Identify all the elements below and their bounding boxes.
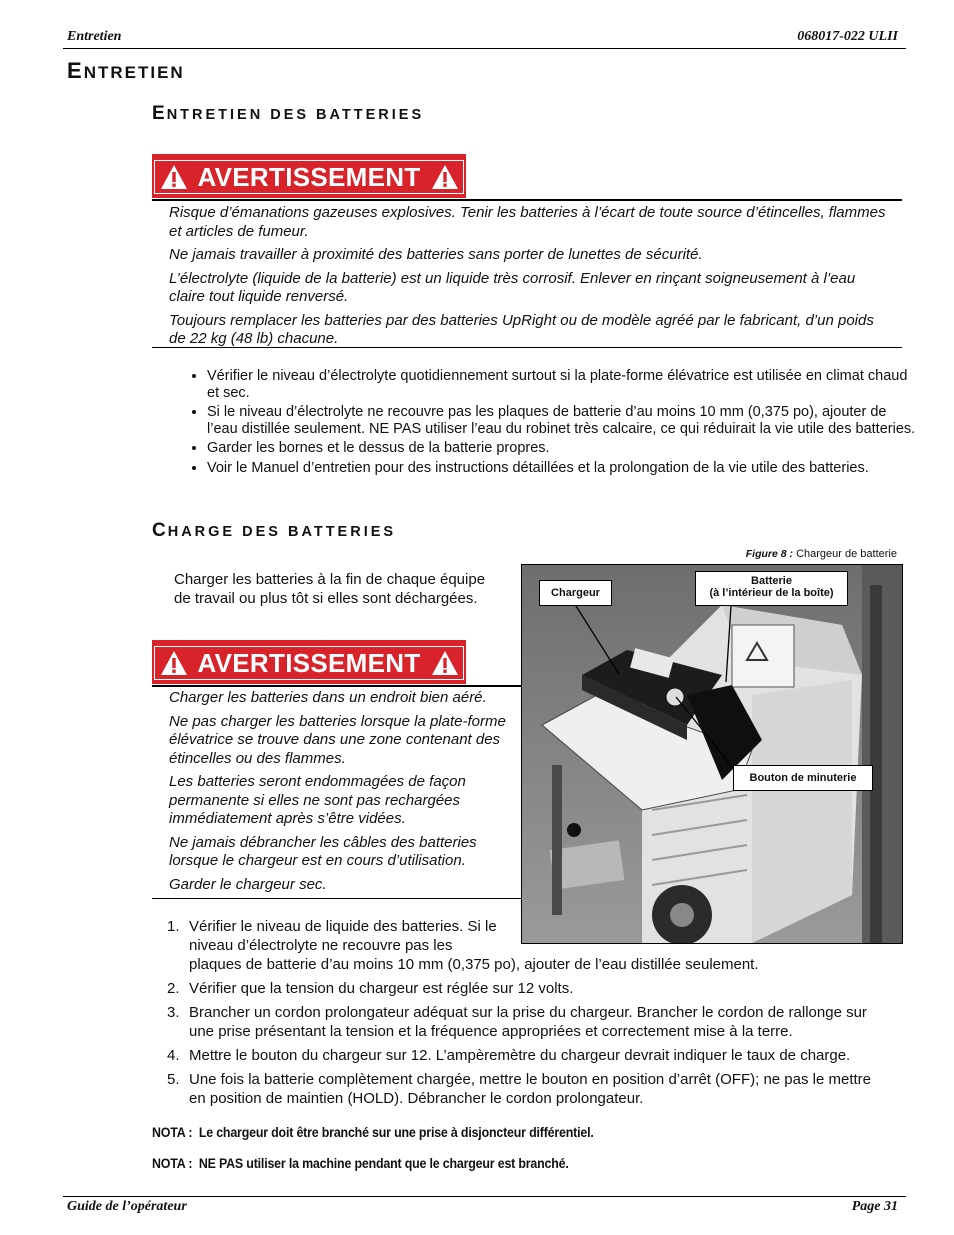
footer-left: Guide de l’opérateur xyxy=(67,1199,187,1214)
step-item xyxy=(167,917,887,974)
footer-rule xyxy=(63,1196,906,1197)
warning-2-text: Charger les batteries dans un endroit bien aéré. xyxy=(169,689,487,706)
step-number: 3. xyxy=(167,1004,180,1021)
list-item: • Vérifier le niveau d’électrolyte quotidiennement surtout si la plate-forme élévatrice est utilisée en climat chaud et sec. xyxy=(207,368,917,401)
subsection-title-maintenance: ENTRETIEN DES BATTERIES xyxy=(152,103,425,124)
warning-banner-2 xyxy=(152,640,466,684)
footer-page-number: Page 31 xyxy=(851,1199,898,1214)
charge-intro: Charger les batteries à la fin de chaque équipe de travail ou plus tôt si elles sont déchargées. xyxy=(174,571,486,607)
step-text: Vérifier que la tension du chargeur est réglée sur 12 volts. xyxy=(189,980,574,997)
step-item xyxy=(167,1046,887,1065)
callout-charger: Chargeur xyxy=(539,580,612,606)
step-text-line: plaques de batterie d’au moins 10 mm (0,375 po), ajouter de l’eau distillée seulement. xyxy=(189,956,759,973)
header-left: Entretien xyxy=(67,29,122,44)
warning-2-top-rule xyxy=(152,685,521,687)
callout-battery-line1: Batterie xyxy=(751,575,792,587)
step-item xyxy=(167,1003,887,1041)
step-item xyxy=(167,979,887,998)
header-rule xyxy=(63,48,906,49)
step-number: 1. xyxy=(167,918,180,935)
warning-triangle-icon xyxy=(160,650,188,676)
section-title: ENTRETIEN xyxy=(67,58,185,83)
step-text: Une fois la batterie complètement chargée, mettre le bouton en position d’arrêt (OFF); ne pas le mettre en position de maintien (HOLD). Débrancher le cordon prolongateur. xyxy=(189,1071,872,1107)
steps-list xyxy=(167,979,887,1108)
warning-banner-1 xyxy=(152,154,466,198)
warning-2-body xyxy=(169,689,509,894)
step-number: 2. xyxy=(167,980,180,997)
charge-steps xyxy=(167,917,887,1113)
warning-1-text: Ne jamais travailler à proximité des batteries sans porter de lunettes de sécurité. xyxy=(169,246,703,263)
warning-label: AVERTISSEMENT xyxy=(197,647,421,678)
note-do-not-use: NOTA : NE PAS utiliser la machine pendant que le chargeur est branché. xyxy=(152,1156,569,1171)
step-item xyxy=(167,1070,887,1108)
step-number: 5. xyxy=(167,1071,180,1088)
callout-leader-lines xyxy=(521,564,903,944)
warning-triangle-icon xyxy=(160,164,188,190)
note-gfci: NOTA : Le chargeur doit être branché sur une prise à disjoncteur différentiel. xyxy=(152,1125,594,1140)
callout-battery-line2: (à l’intérieur de la boîte) xyxy=(709,587,834,599)
warning-1-bottom-rule xyxy=(152,347,902,348)
warning-2-text: Les batteries seront endommagées de façon permanente si elles ne sont pas rechargées immédiatement après s’être vidées. xyxy=(169,773,466,827)
header-right: 068017-022 ULII xyxy=(797,29,898,44)
warning-1-text: Toujours remplacer les batteries par des batteries UpRight ou de modèle agréé par le fabricant, d’un poids de 22 kg (48 lb) chacune. xyxy=(169,311,874,347)
step-text: Brancher un cordon prolongateur adéquat sur la prise du chargeur. Brancher le cordon de rallonge sur une prise présentant la tension et la fréquence appropriées et correctement mise à la terre. xyxy=(189,1004,867,1040)
maintenance-bullet-list xyxy=(169,368,917,479)
warning-triangle-icon xyxy=(431,650,459,676)
warning-1-text: L’électrolyte (liquide de la batterie) est un liquide très corrosif. Enlever en rinçant soigneusement à l’eau claire tout liquide renversé. xyxy=(169,269,856,305)
step-text-line: niveau d’électrolyte ne recouvre pas les xyxy=(189,937,453,954)
step-text-line: Vérifier le niveau de liquide des batteries. Si le xyxy=(189,918,497,935)
warning-1-top-rule xyxy=(152,199,902,201)
figure-caption-text: Chargeur de batterie xyxy=(796,548,897,560)
warning-2-bottom-rule xyxy=(152,898,521,899)
subsection-title-charging: CHARGE DES BATTERIES xyxy=(152,520,397,541)
warning-2-text: Ne pas charger les batteries lorsque la plate-forme élévatrice se trouve dans une zone contenant des étincelles ou des flammes. xyxy=(169,712,506,767)
warning-2-text: Ne jamais débrancher les câbles des batteries lorsque le chargeur est en cours d’utilisation. xyxy=(169,833,477,869)
step-number: 4. xyxy=(167,1047,180,1064)
callout-timer-knob: Bouton de minuterie xyxy=(733,765,873,791)
warning-label: AVERTISSEMENT xyxy=(197,161,421,192)
warning-2-text: Garder le chargeur sec. xyxy=(169,875,327,893)
warning-triangle-icon xyxy=(431,164,459,190)
step-text: Mettre le bouton du chargeur sur 12. L’ampèremètre du chargeur devrait indiquer le taux de charge. xyxy=(189,1047,851,1064)
figure-label: Figure 8 : xyxy=(745,548,794,560)
list-item: • Si le niveau d’électrolyte ne recouvre pas les plaques de batterie d’au moins 10 mm (0,375 po), ajouter de l’eau distillée seulement. NE PAS utiliser l’eau du robinet très calcaire, ce qui réduirait la vie utile des batteries. xyxy=(207,404,917,437)
list-item: • Voir le Manuel d’entretien pour des instructions détaillées et la prolongation de la vie utile des batteries. xyxy=(207,460,917,477)
figure-caption xyxy=(746,548,897,560)
warning-1-body xyxy=(169,204,889,349)
list-item: • Garder les bornes et le dessus de la batterie propres. xyxy=(207,440,917,457)
warning-1-text: Risque d’émanations gazeuses explosives. Tenir les batteries à l’écart de toute source d’étincelles, flammes et articles de fumeur. xyxy=(169,204,886,240)
